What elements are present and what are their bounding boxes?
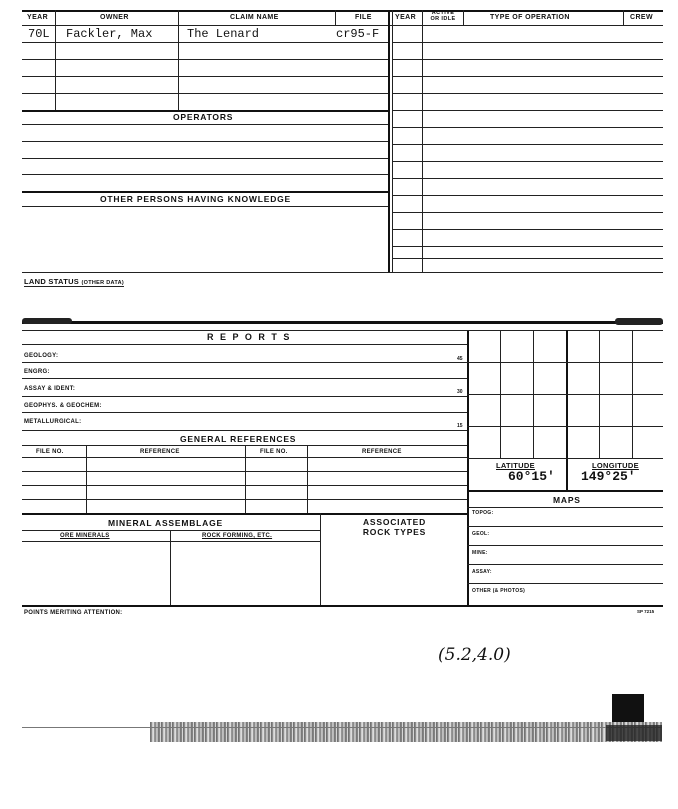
map-geol: GEOL: <box>472 531 490 537</box>
report-row-line <box>22 378 467 379</box>
report-geophys: GEOPHYS. & GEOCHEM: <box>24 403 102 409</box>
right-row-line <box>392 127 663 128</box>
map-row-line <box>467 583 663 584</box>
land-status-title: LAND STATUS <box>24 277 80 286</box>
right-row-line <box>392 229 663 230</box>
rock-types-label: ROCK TYPES <box>362 527 427 537</box>
form-number: SP 7215 <box>637 609 655 614</box>
right-row-line <box>392 144 663 145</box>
associated-rock-types <box>322 517 467 537</box>
associated-label: ASSOCIATED <box>362 517 427 527</box>
row-line <box>22 76 388 77</box>
scan-bottom-line <box>22 727 662 728</box>
col-line <box>392 10 393 272</box>
map-topog: TOPOG: <box>472 510 494 516</box>
mineral-assemblage-title: MINERAL ASSEMBLAGE <box>108 518 223 528</box>
ref-file-no-2: FILE NO. <box>260 449 288 455</box>
mineral-col <box>320 513 321 606</box>
col-line <box>463 10 464 25</box>
header-or-idle: OR IDLE <box>430 16 456 22</box>
report-engrg: ENGRG: <box>24 369 50 375</box>
right-row-line <box>392 212 663 213</box>
grid-row <box>467 394 663 395</box>
row-line <box>22 141 388 142</box>
row-line <box>22 42 388 43</box>
row-line <box>22 93 388 94</box>
header-owner: OWNER <box>100 14 129 21</box>
points-meriting-attention: POINTS MERITING ATTENTION: <box>24 610 123 616</box>
record-claim-name: The Lenard <box>187 27 260 41</box>
grid-row <box>467 362 663 363</box>
top-border <box>22 10 663 12</box>
reports-bottom <box>22 605 663 607</box>
latitude-value: 60°15' <box>508 469 555 484</box>
header-bottom-rule <box>22 25 663 26</box>
right-row-line <box>392 42 663 43</box>
maps-header-rule <box>467 507 663 508</box>
map-mine: MINE: <box>472 550 488 556</box>
scan-mark-left <box>22 318 72 324</box>
reports-title: R E P O R T S <box>207 332 292 342</box>
header-active-idle <box>424 10 462 22</box>
report-row-line <box>22 362 467 363</box>
record-year: 70L <box>28 27 50 41</box>
record-file: cr95-F <box>336 27 380 41</box>
mineral-top-rule <box>22 513 467 515</box>
ref-col <box>307 445 308 513</box>
grid-row <box>467 426 663 427</box>
maps-top-rule <box>467 490 663 492</box>
header-year-2: YEAR <box>395 14 417 21</box>
reports-top-rule <box>22 321 663 324</box>
longitude-value: 149°25' <box>581 469 636 484</box>
row-line <box>22 59 388 60</box>
header-year: YEAR <box>27 14 49 21</box>
ref-file-no-1: FILE NO. <box>36 449 64 455</box>
report-row-line <box>22 412 467 413</box>
reports-header-rule <box>22 344 467 345</box>
ref-row-line <box>22 471 467 472</box>
scale-30: 30 <box>457 389 463 395</box>
ref-reference-1: REFERENCE <box>140 449 180 455</box>
latitude-label: LATITUDE <box>496 461 535 470</box>
report-assay: ASSAY & IDENT: <box>24 386 76 392</box>
row-line <box>22 124 388 125</box>
mineral-col <box>170 530 171 606</box>
land-status-note: (OTHER DATA) <box>81 280 124 286</box>
map-assay: ASSAY: <box>472 569 492 575</box>
report-geology: GEOLOGY: <box>24 353 59 359</box>
row-line <box>22 206 388 207</box>
report-metallurgical: METALLURGICAL: <box>24 419 82 425</box>
right-row-line <box>392 93 663 94</box>
general-references-title: GENERAL REFERENCES <box>180 434 297 444</box>
main-divider <box>388 10 390 272</box>
ref-reference-2: REFERENCE <box>362 449 402 455</box>
scan-dark-blob <box>606 725 662 741</box>
col-line <box>178 10 179 110</box>
report-row-line <box>22 430 467 431</box>
row-line <box>22 158 388 159</box>
header-claim-name: CLAIM NAME <box>230 14 279 21</box>
ref-row-line <box>22 485 467 486</box>
header-crew: CREW <box>630 14 653 21</box>
land-status-label <box>24 277 124 287</box>
ref-col <box>245 445 246 513</box>
right-row-line <box>392 161 663 162</box>
grid-col-mid <box>566 330 568 490</box>
other-persons-top-rule <box>22 191 388 193</box>
scale-45: 45 <box>457 356 463 362</box>
row-line <box>22 174 388 175</box>
handwritten-coordinates: (5.2,4.0) <box>438 645 511 665</box>
col-line <box>623 10 624 25</box>
scan-mark-square <box>612 694 644 722</box>
other-persons-title: OTHER PERSONS HAVING KNOWLEDGE <box>100 194 292 204</box>
mineral-subheader-rule <box>22 541 320 542</box>
map-row-line <box>467 545 663 546</box>
grid-row <box>467 458 663 459</box>
scale-15: 15 <box>457 423 463 429</box>
header-active: ACTIVE <box>431 10 455 16</box>
right-row-line <box>392 178 663 179</box>
right-row-line <box>392 246 663 247</box>
maps-title: MAPS <box>553 495 581 505</box>
right-row-line <box>392 258 663 259</box>
header-type-of-operation: TYPE OF OPERATION <box>490 14 570 21</box>
map-row-line <box>467 526 663 527</box>
rock-forming-label: ROCK FORMING, ETC. <box>202 533 273 539</box>
report-row-line <box>22 396 467 397</box>
right-row-line <box>392 195 663 196</box>
col-line <box>55 10 56 110</box>
right-row-line <box>392 110 663 111</box>
col-line <box>422 10 423 272</box>
operators-title: OPERATORS <box>173 112 234 122</box>
col-line <box>335 10 336 25</box>
header-file: FILE <box>355 14 372 21</box>
right-row-line <box>392 76 663 77</box>
ref-row-line <box>22 499 467 500</box>
ref-col <box>86 445 87 513</box>
map-other: OTHER (& PHOTOS) <box>472 588 526 594</box>
longitude-label: LONGITUDE <box>592 461 639 470</box>
top-table-bottom <box>22 272 663 273</box>
scan-mark-right <box>615 318 663 325</box>
scan-noise-band <box>150 722 662 742</box>
right-row-line <box>392 59 663 60</box>
mineral-header-rule <box>22 530 320 531</box>
record-owner: Fackler, Max <box>66 27 153 41</box>
ore-minerals-label: ORE MINERALS <box>60 533 110 539</box>
map-row-line <box>467 564 663 565</box>
